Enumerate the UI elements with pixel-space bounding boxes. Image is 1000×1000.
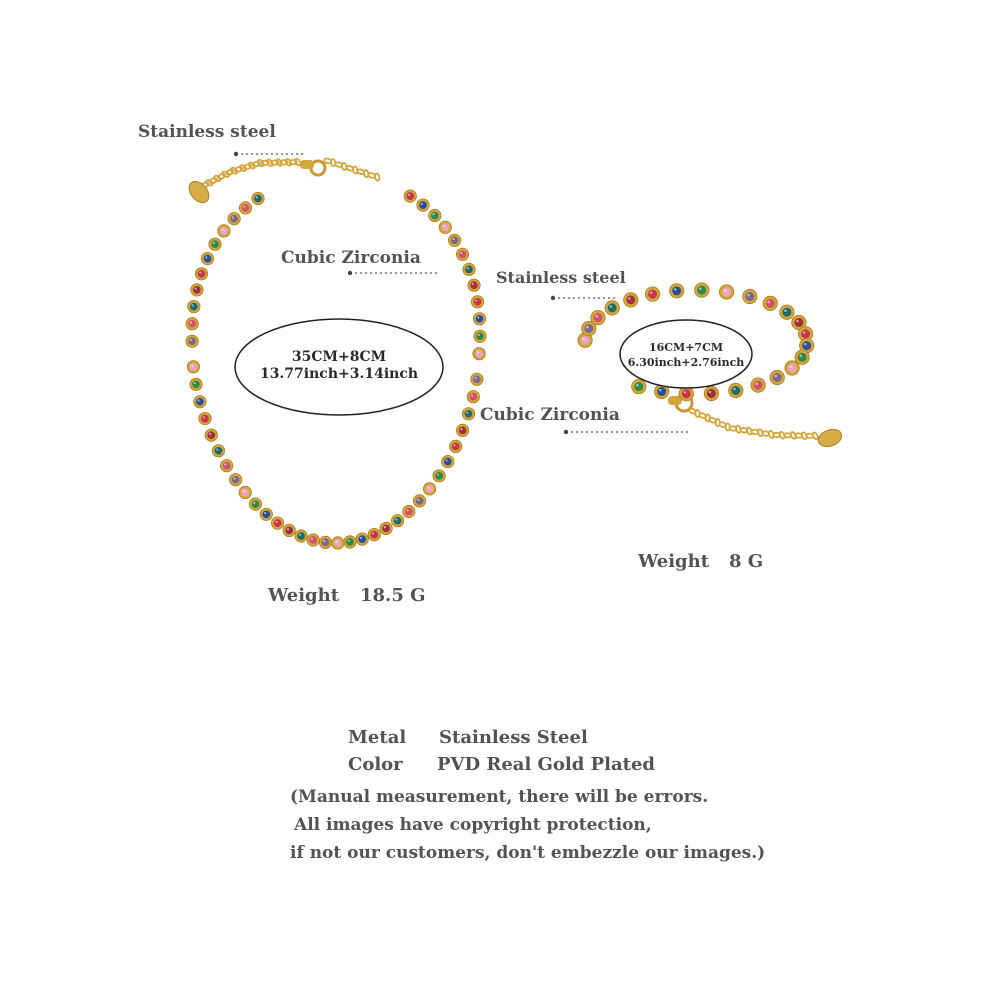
necklace-stone — [260, 508, 272, 520]
necklace-stone — [462, 408, 474, 420]
necklace-end-tag — [185, 178, 213, 207]
necklace-stone — [201, 252, 213, 264]
necklace-stone — [403, 505, 415, 517]
bracelet-stone — [751, 378, 765, 392]
necklace-stone — [417, 199, 429, 211]
necklace-size-cm: 35CM+8CM — [291, 349, 387, 365]
necklace-stone — [429, 209, 441, 221]
necklace-stone — [186, 335, 198, 347]
necklace-stone — [194, 396, 206, 408]
necklace-stone — [209, 238, 221, 250]
necklace-stone — [295, 530, 307, 542]
necklace-stone-leader-dot — [348, 271, 352, 275]
bracelet-stone — [719, 285, 733, 299]
necklace-stone — [356, 533, 368, 545]
necklace-stone — [344, 536, 356, 548]
necklace-stone — [188, 300, 200, 312]
necklace-stone — [249, 498, 261, 510]
bracelet-stone — [763, 296, 777, 310]
necklace-stone-label: Cubic Zirconia — [281, 248, 421, 268]
necklace-stone — [307, 534, 319, 546]
necklace-extension-chain — [201, 158, 380, 189]
bracelet-stone — [743, 289, 757, 303]
necklace-stone — [473, 348, 485, 360]
necklace-stone — [186, 318, 198, 330]
color-label: Color — [348, 754, 403, 775]
bracelet-stone — [591, 310, 605, 324]
necklace-stone — [199, 412, 211, 424]
necklace-stone — [468, 279, 480, 291]
necklace-stone — [467, 391, 479, 403]
necklace-stone — [404, 190, 416, 202]
metal-value: Stainless Steel — [439, 727, 588, 748]
necklace-chain-label: Stainless steel — [138, 122, 276, 142]
necklace-stone — [228, 213, 240, 225]
necklace-stone — [239, 486, 251, 498]
bracelet-chain-label: Stainless steel — [496, 268, 626, 287]
bracelet-size-cm: 16CM+7CM — [648, 341, 724, 354]
necklace-stone — [448, 234, 460, 246]
bracelet-stone — [670, 284, 684, 298]
note-line-3: if not our customers, don't embezzle our images.) — [290, 843, 766, 863]
bracelet-stone — [785, 361, 799, 375]
bracelet-stone — [729, 383, 743, 397]
necklace-stone — [471, 373, 483, 385]
necklace-stone — [433, 470, 445, 482]
necklace-stone — [380, 522, 392, 534]
bracelet-weight-value: 8 G — [729, 551, 764, 572]
necklace-stone — [463, 263, 475, 275]
necklace-stone — [391, 515, 403, 527]
necklace-size-inch: 13.77inch+3.14inch — [259, 366, 419, 382]
necklace-stone — [319, 536, 331, 548]
necklace-stone — [450, 440, 462, 452]
necklace-stone — [229, 474, 241, 486]
necklace-stone — [456, 248, 468, 260]
necklace-weight-label: Weight — [268, 585, 340, 606]
necklace-stone — [439, 221, 451, 233]
bracelet-chain-link — [812, 432, 819, 440]
necklace-stone — [195, 268, 207, 280]
necklace-stone — [471, 296, 483, 308]
bracelet-stone — [695, 283, 709, 297]
necklace-stone — [456, 424, 468, 436]
necklace-stone — [187, 361, 199, 373]
bracelet-stone — [624, 293, 638, 307]
note-line-1: (Manual measurement, there will be errors. — [290, 787, 709, 807]
color-value: PVD Real Gold Plated — [437, 754, 656, 775]
bracelet-stone — [679, 387, 693, 401]
necklace-clasp — [300, 160, 325, 175]
necklace-stone — [220, 460, 232, 472]
bracelet-weight-label: Weight — [638, 551, 710, 572]
necklace-stone — [368, 528, 380, 540]
necklace-stone — [239, 202, 251, 214]
necklace-stone — [191, 284, 203, 296]
necklace-chain-link — [374, 173, 380, 181]
necklace-stone — [332, 537, 344, 549]
necklace-stone — [473, 313, 485, 325]
bracelet-stone — [605, 301, 619, 315]
necklace-size-text — [239, 349, 439, 383]
necklace-stone — [218, 225, 230, 237]
bracelet-stone — [770, 370, 784, 384]
bracelet-stone — [632, 379, 646, 393]
necklace-stone — [413, 495, 425, 507]
bracelet-size-text — [620, 340, 752, 370]
necklace-stone — [474, 330, 486, 342]
bracelet-stone — [780, 305, 794, 319]
note-line-2: All images have copyright protection, — [294, 815, 652, 835]
necklace-stone — [212, 445, 224, 457]
metal-label: Metal — [348, 727, 407, 748]
necklace-chain-leader-dot — [234, 152, 238, 156]
bracelet-size-inch: 6.30inch+2.76inch — [627, 356, 745, 369]
necklace-weight-value: 18.5 G — [360, 585, 426, 606]
bracelet-stone-label: Cubic Zirconia — [480, 405, 620, 425]
bracelet-stone — [795, 350, 809, 364]
necklace-stone — [442, 455, 454, 467]
necklace-stone — [283, 524, 295, 536]
bracelet-stone — [704, 386, 718, 400]
bracelet-extension-chain — [688, 408, 819, 440]
bracelet-stone-leader-dot — [564, 430, 568, 434]
bracelet-stone — [645, 287, 659, 301]
necklace-stone — [205, 429, 217, 441]
necklace-stone — [423, 483, 435, 495]
necklace-stone — [271, 517, 283, 529]
necklace-stone — [190, 378, 202, 390]
bracelet-chain-leader-dot — [551, 296, 555, 300]
bracelet-end-tag — [816, 426, 844, 449]
necklace-stone — [252, 192, 264, 204]
